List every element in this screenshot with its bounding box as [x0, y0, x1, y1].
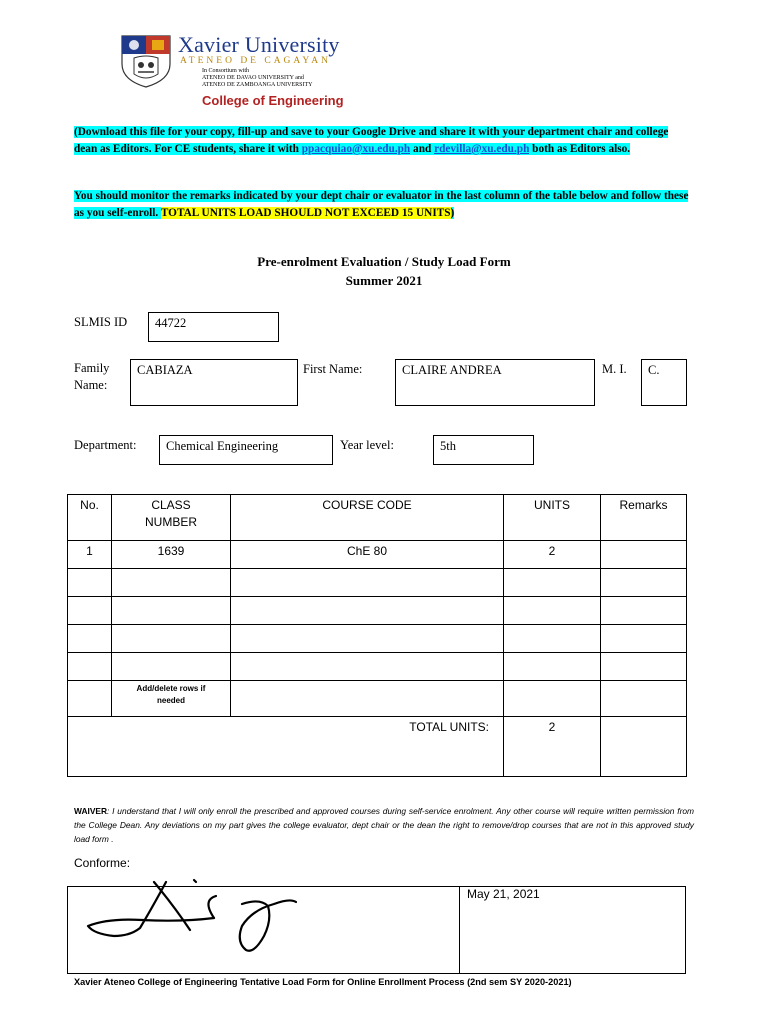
- cell-class-number[interactable]: [112, 569, 231, 597]
- first-name-label: First Name:: [303, 362, 363, 376]
- table-row: [68, 569, 687, 597]
- form-title: Pre-enrolment Evaluation / Study Load Form: [257, 254, 511, 269]
- cell-course-code[interactable]: [231, 681, 504, 717]
- instructions-notice: [74, 124, 694, 157]
- notice-text: both as Editors also.: [529, 142, 631, 155]
- note-text: needed: [156, 696, 185, 705]
- notice-text: (Download this file for your copy, fill-up and save to your Google Drive and share it with your department chair and college dean as Editors. For CE students, share it with: [74, 126, 669, 155]
- header-text: CLASS: [151, 498, 191, 512]
- table-row: [68, 653, 687, 681]
- cell-course-code[interactable]: ChE 80: [231, 541, 504, 569]
- cell-remarks[interactable]: [601, 541, 687, 569]
- consortium-line: ATENEO DE ZAMBOANGA UNIVERSITY: [202, 82, 313, 88]
- family-name-label: [74, 360, 109, 394]
- header-remarks: Remarks: [601, 495, 687, 541]
- note-text: Add/delete rows if: [136, 684, 206, 693]
- cell-no[interactable]: [68, 625, 112, 653]
- waiver-label: WAIVER: [74, 806, 108, 816]
- cell-units[interactable]: [504, 681, 601, 717]
- total-remarks[interactable]: [601, 717, 687, 777]
- page-footer: Xavier Ateneo College of Engineering Tentative Load Form for Online Enrollment Process (2nd sem SY 2020-2021): [74, 977, 572, 987]
- cell-remarks[interactable]: [601, 597, 687, 625]
- remarks-notice: [74, 188, 694, 221]
- course-table: [67, 494, 687, 777]
- table-header-row: [68, 495, 687, 541]
- cell-course-code[interactable]: [231, 653, 504, 681]
- table-note-row: [68, 681, 687, 717]
- year-level-field[interactable]: 5th: [433, 435, 534, 465]
- middle-initial-field[interactable]: C.: [641, 359, 687, 406]
- cell-course-code[interactable]: [231, 625, 504, 653]
- cell-no[interactable]: 1: [68, 541, 112, 569]
- waiver-body: : I understand that I will only enroll the prescribed and approved courses during self-service enrolment. Any other course will require written permission from the College Dean. Any deviations on my part gives the college evaluator, dept chair or the dean the right to remove/drop courses that are not in this approved study load form .: [74, 806, 694, 844]
- family-name-field[interactable]: CABIAZA: [130, 359, 298, 406]
- cell-remarks[interactable]: [601, 681, 687, 717]
- conforme-label: Conforme:: [74, 856, 131, 870]
- total-units-value: 2: [504, 717, 601, 777]
- department-label: Department:: [74, 438, 137, 452]
- cell-no[interactable]: [68, 681, 112, 717]
- college-name: College of Engineering: [202, 93, 344, 108]
- university-subtitle: ATENEO DE CAGAYAN: [180, 56, 331, 66]
- email-link-1[interactable]: ppacquiao@xu.edu.ph: [301, 142, 411, 155]
- cell-course-code[interactable]: [231, 569, 504, 597]
- cell-units[interactable]: [504, 597, 601, 625]
- notice-text: ): [450, 206, 455, 219]
- total-units-label: TOTAL UNITS:: [68, 717, 504, 777]
- slmis-id-field[interactable]: 44722: [148, 312, 279, 342]
- slmis-label: SLMIS ID: [74, 315, 128, 329]
- table-row: [68, 625, 687, 653]
- cell-remarks[interactable]: [601, 569, 687, 597]
- cell-no[interactable]: [68, 653, 112, 681]
- consortium-line: In Consortium with: [202, 68, 250, 74]
- cell-class-number[interactable]: [112, 625, 231, 653]
- header-units: UNITS: [504, 495, 601, 541]
- cell-units[interactable]: [504, 653, 601, 681]
- table-row: [68, 597, 687, 625]
- signature-date[interactable]: May 21, 2021: [467, 887, 540, 901]
- department-field[interactable]: Chemical Engineering: [159, 435, 333, 465]
- units-warning: TOTAL UNITS LOAD SHOULD NOT EXCEED 15 UNITS: [160, 206, 451, 219]
- notice-text: You should monitor the remarks indicated by your dept chair or evaluator in the last column of the table below and follow these as you self-enroll.: [74, 190, 689, 219]
- notice-text: and: [410, 142, 435, 155]
- signature-divider: [459, 886, 460, 974]
- first-name-field[interactable]: CLAIRE ANDREA: [395, 359, 595, 406]
- university-seal-icon: [118, 34, 174, 88]
- university-name: Xavier University: [178, 32, 340, 57]
- label-text: Family: [74, 361, 110, 375]
- header-course-code: COURSE CODE: [231, 495, 504, 541]
- cell-units[interactable]: [504, 569, 601, 597]
- year-level-label: Year level:: [340, 438, 394, 452]
- add-rows-note: [112, 681, 231, 717]
- email-link-2[interactable]: rdevilla@xu.edu.ph: [434, 142, 530, 155]
- table-row: [68, 541, 687, 569]
- cell-units[interactable]: 2: [504, 541, 601, 569]
- waiver-text: [74, 804, 694, 846]
- form-term: Summer 2021: [345, 273, 423, 288]
- middle-initial-label: M. I.: [602, 362, 627, 376]
- label-text: Name:: [74, 378, 108, 392]
- header-no: No.: [68, 495, 112, 541]
- cell-no[interactable]: [68, 569, 112, 597]
- cell-class-number[interactable]: [112, 653, 231, 681]
- header-text: NUMBER: [144, 515, 197, 529]
- cell-remarks[interactable]: [601, 625, 687, 653]
- total-row: [68, 717, 687, 777]
- handwritten-signature: [82, 868, 297, 970]
- cell-class-number[interactable]: 1639: [112, 541, 231, 569]
- cell-class-number[interactable]: [112, 597, 231, 625]
- cell-remarks[interactable]: [601, 653, 687, 681]
- cell-course-code[interactable]: [231, 597, 504, 625]
- cell-units[interactable]: [504, 625, 601, 653]
- consortium-line: ATENEO DE DAVAO UNIVERSITY and: [202, 75, 304, 81]
- cell-no[interactable]: [68, 597, 112, 625]
- header-class-number: [112, 495, 231, 541]
